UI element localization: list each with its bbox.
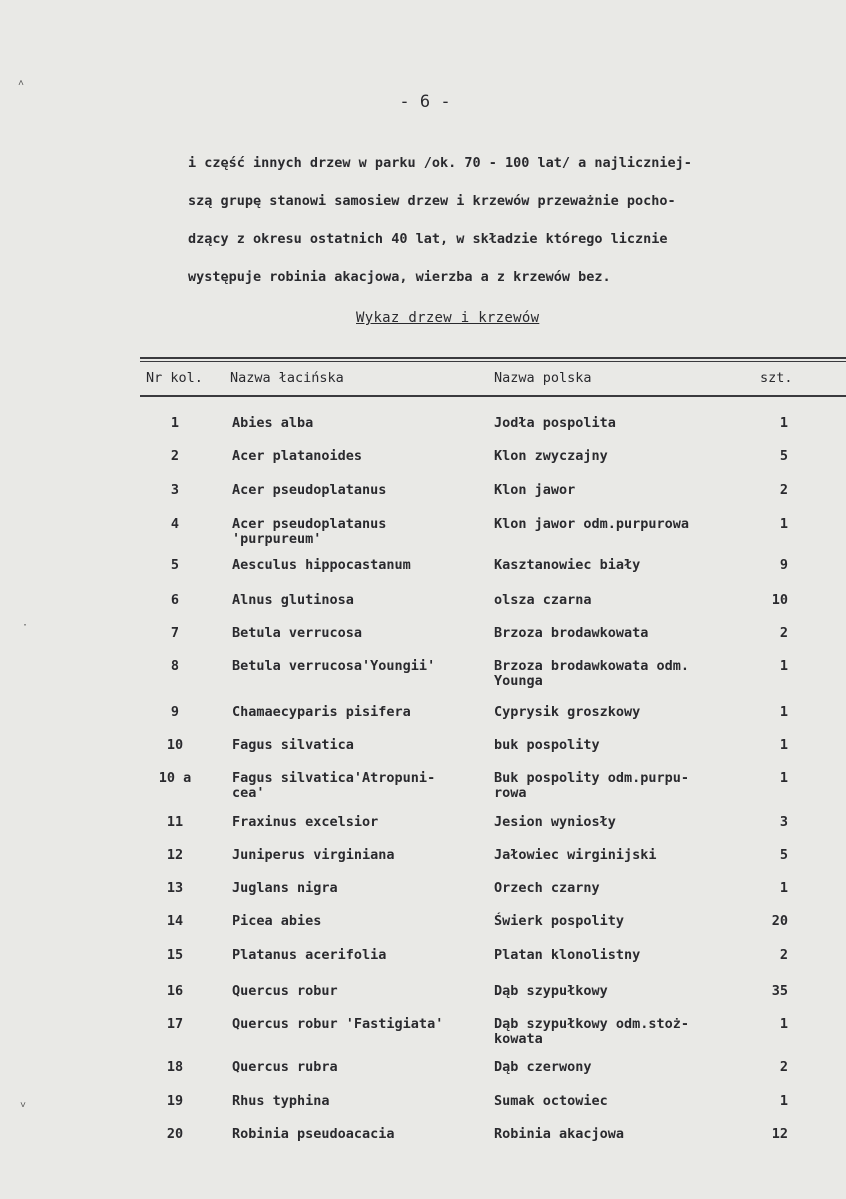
row-number: 4	[170, 516, 180, 532]
header-rule	[140, 395, 846, 397]
row-number: 12	[166, 847, 184, 863]
polish-name: olsza czarna	[494, 592, 592, 608]
scan-mark: ˄	[18, 78, 25, 89]
polish-name: Świerk pospolity	[494, 913, 625, 929]
count: 10	[771, 592, 788, 608]
polish-name: Klon jawor odm.purpurowa	[494, 516, 690, 532]
latin-name: Quercus rubra	[232, 1059, 338, 1075]
latin-name: Acer pseudoplatanus	[232, 482, 387, 498]
row-number: 11	[166, 814, 184, 830]
count: 20	[771, 913, 788, 929]
count: 1	[779, 737, 788, 753]
count: 1	[779, 1016, 788, 1032]
latin-name: Abies alba	[232, 415, 314, 431]
latin-name: Aesculus hippocastanum	[232, 557, 411, 573]
row-number: 13	[166, 880, 184, 896]
row-number: 18	[166, 1059, 184, 1075]
count: 2	[779, 947, 788, 963]
polish-name: Platan klonolistny	[494, 947, 641, 963]
polish-name: Sumak octowiec	[494, 1093, 608, 1109]
count: 2	[779, 1059, 788, 1075]
row-number: 9	[170, 704, 180, 720]
count: 1	[779, 658, 788, 674]
latin-name: Chamaecyparis pisifera	[232, 704, 411, 720]
row-number: 16	[166, 983, 184, 999]
polish-name: Orzech czarny	[494, 880, 600, 896]
header-polish-name: Nazwa polska	[494, 370, 592, 386]
polish-name: Jodła pospolita	[494, 415, 616, 431]
paragraph-line: i część innych drzew w parku /ok. 70 - 100 lat/ a najliczniej-	[188, 155, 692, 171]
count: 1	[779, 770, 788, 786]
polish-name: Dąb szypułkowy odm.stoż- kowata	[494, 1016, 690, 1047]
latin-name: Fagus silvatica	[232, 737, 354, 753]
header-count: szt.	[760, 370, 793, 386]
polish-name: Robinia akacjowa	[494, 1126, 625, 1142]
count: 1	[779, 880, 788, 896]
count: 3	[779, 814, 788, 830]
row-number: 7	[170, 625, 180, 641]
row-number: 10 a	[158, 770, 192, 786]
latin-name: Betula verrucosa	[232, 625, 363, 641]
latin-name: Betula verrucosa'Youngii'	[232, 658, 436, 674]
scan-mark: ˅	[20, 1100, 27, 1111]
count: 12	[771, 1126, 788, 1142]
polish-name: Dąb szypułkowy	[494, 983, 608, 999]
paragraph-line: szą grupę stanowi samosiew drzew i krzewów przeważnie pocho-	[188, 193, 676, 209]
polish-name: Kasztanowiec biały	[494, 557, 641, 573]
count: 2	[779, 625, 788, 641]
polish-name: Jesion wyniosły	[494, 814, 616, 830]
row-number: 20	[166, 1126, 184, 1142]
row-number: 1	[170, 415, 180, 431]
polish-name: buk pospolity	[494, 737, 600, 753]
row-number: 14	[166, 913, 184, 929]
row-number: 15	[166, 947, 184, 963]
count: 1	[779, 516, 788, 532]
list-title: Wykaz drzew i krzewów	[356, 310, 540, 326]
scan-mark: ·	[22, 620, 29, 631]
polish-name: Buk pospolity odm.purpu- rowa	[494, 770, 690, 801]
latin-name: Fraxinus excelsior	[232, 814, 379, 830]
row-number: 3	[170, 482, 180, 498]
latin-name: Acer platanoides	[232, 448, 363, 464]
latin-name: Juniperus virginiana	[232, 847, 395, 863]
polish-name: Klon zwyczajny	[494, 448, 608, 464]
count: 1	[779, 415, 788, 431]
header-latin-name: Nazwa łacińska	[230, 370, 344, 386]
latin-name: Rhus typhina	[232, 1093, 330, 1109]
row-number: 19	[166, 1093, 184, 1109]
count: 1	[779, 1093, 788, 1109]
count: 2	[779, 482, 788, 498]
row-number: 5	[170, 557, 180, 573]
count: 5	[779, 448, 788, 464]
latin-name: Fagus silvatica'Atropuni- cea'	[232, 770, 436, 801]
row-number: 2	[170, 448, 180, 464]
polish-name: Dąb czerwony	[494, 1059, 592, 1075]
latin-name: Quercus robur	[232, 983, 338, 999]
row-number: 17	[166, 1016, 184, 1032]
count: 1	[779, 704, 788, 720]
latin-name: Quercus robur 'Fastigiata'	[232, 1016, 444, 1032]
header-nr: Nr kol.	[146, 370, 203, 386]
count: 9	[779, 557, 788, 573]
latin-name: Juglans nigra	[232, 880, 338, 896]
paragraph-line: dzący z okresu ostatnich 40 lat, w składzie którego licznie	[188, 231, 668, 247]
polish-name: Klon jawor	[494, 482, 576, 498]
table-top-rule-thin	[140, 361, 846, 362]
page-number: - 6 -	[399, 92, 451, 112]
latin-name: Platanus acerifolia	[232, 947, 387, 963]
latin-name: Picea abies	[232, 913, 322, 929]
polish-name: Brzoza brodawkowata	[494, 625, 649, 641]
latin-name: Acer pseudoplatanus 'purpureum'	[232, 516, 387, 547]
paragraph-line: występuje robinia akacjowa, wierzba a z krzewów bez.	[188, 269, 611, 285]
polish-name: Brzoza brodawkowata odm. Younga	[494, 658, 690, 689]
row-number: 6	[170, 592, 180, 608]
count: 35	[771, 983, 788, 999]
count: 5	[779, 847, 788, 863]
latin-name: Robinia pseudoacacia	[232, 1126, 395, 1142]
intro-paragraph	[188, 150, 838, 302]
polish-name: Cyprysik groszkowy	[494, 704, 641, 720]
row-number: 8	[170, 658, 180, 674]
table-top-rule	[140, 357, 846, 359]
polish-name: Jałowiec wirginijski	[494, 847, 657, 863]
latin-name: Alnus glutinosa	[232, 592, 354, 608]
row-number: 10	[166, 737, 184, 753]
